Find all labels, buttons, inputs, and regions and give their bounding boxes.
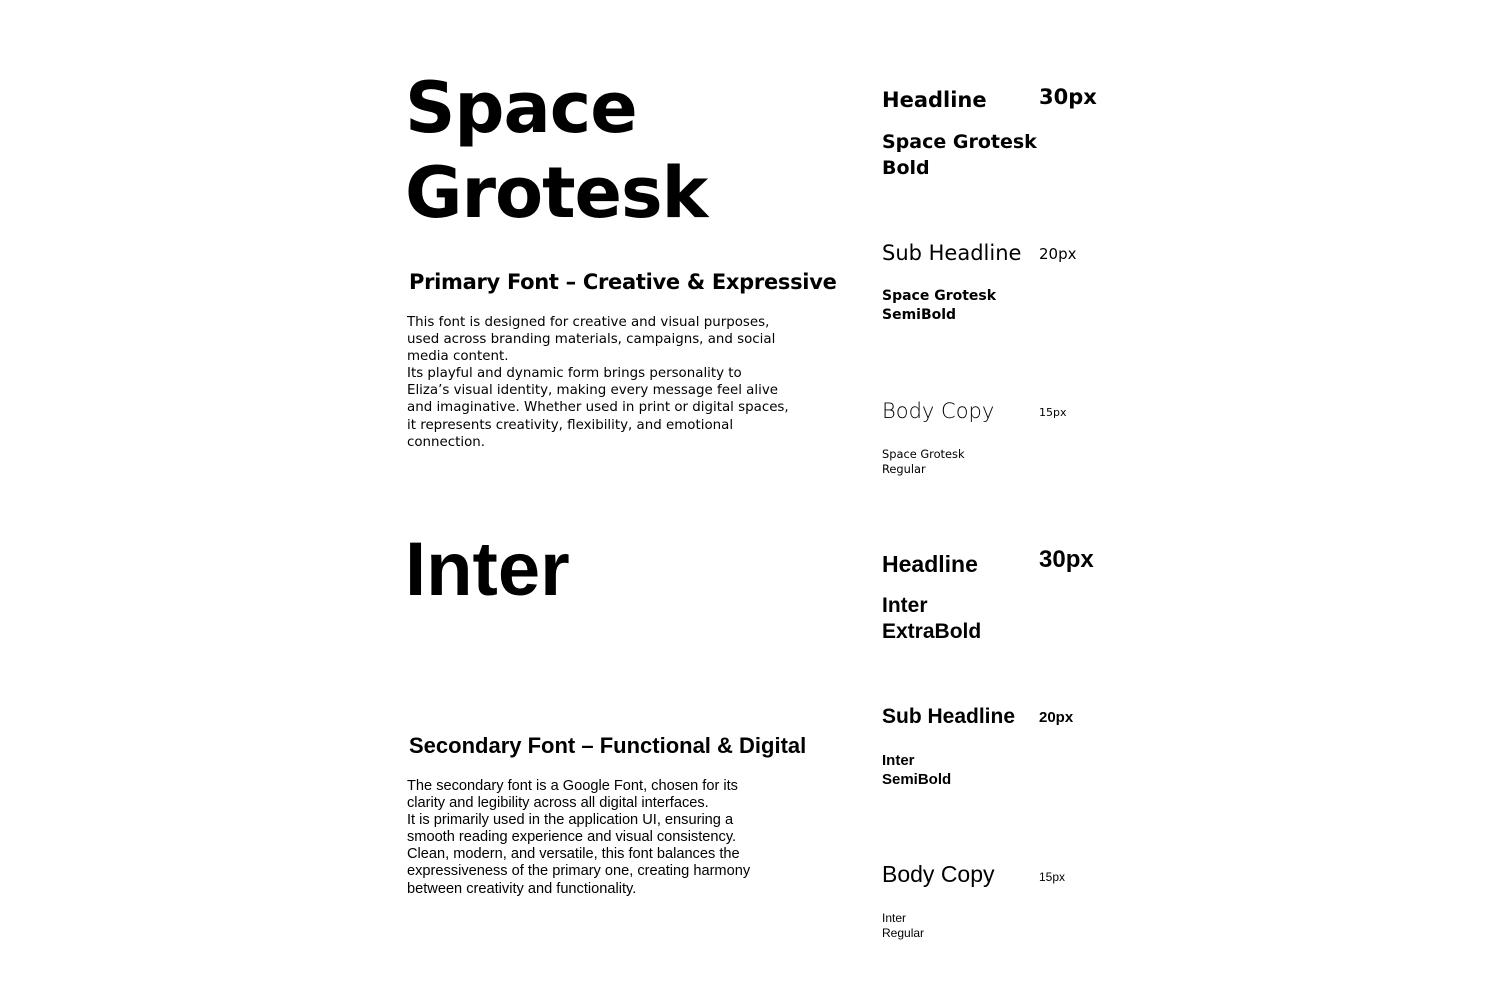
primary-font-name — [405, 66, 825, 236]
secondary-headline-label: Headline — [882, 551, 978, 577]
secondary-description-line: smooth reading experience and visual consistency. — [407, 829, 737, 846]
primary-description-line: and imaginative. Whether used in print or digital spaces, — [407, 400, 789, 416]
secondary-description-line: It is primarily used in the application UI, ensuring a — [407, 812, 734, 829]
secondary-description-line: The secondary font is a Google Font, chosen for its — [407, 778, 738, 794]
secondary-font-name: Inter — [405, 527, 570, 612]
secondary-body-copy-font-weight: Regular — [882, 926, 925, 940]
secondary-headline-font — [882, 593, 1042, 645]
secondary-body-copy-font — [882, 911, 1042, 941]
primary-headline-label: Headline — [882, 88, 987, 112]
secondary-sub-headline-size: 20px — [1039, 709, 1074, 726]
secondary-description-line: clarity and legibility across all digital interfaces. — [407, 795, 709, 812]
secondary-font-subtitle: Secondary Font – Functional & Digital — [409, 733, 807, 758]
primary-body-copy-font-family: Space Grotesk — [882, 447, 965, 461]
secondary-description-line: expressiveness of the primary one, creating harmony — [407, 863, 751, 880]
primary-font-subtitle: Primary Font – Creative & Expressive — [409, 270, 837, 294]
secondary-headline-font-family: Inter — [882, 594, 928, 617]
primary-body-copy-label: Body Copy — [882, 399, 995, 423]
primary-headline-font-weight: Bold — [882, 157, 930, 179]
primary-description-line: connection. — [407, 434, 486, 450]
primary-body-copy-font — [882, 447, 1042, 477]
primary-sub-headline-font — [882, 287, 1042, 325]
primary-sub-headline-font-weight: SemiBold — [882, 307, 957, 323]
primary-sub-headline-font-family: Space Grotesk — [882, 288, 997, 304]
secondary-sub-headline-font — [882, 751, 1042, 789]
secondary-headline-size: 30px — [1039, 546, 1094, 573]
secondary-description-line: between creativity and functionality. — [407, 880, 637, 897]
primary-sub-headline-label: Sub Headline — [882, 241, 1022, 265]
primary-description-line: media content. — [407, 349, 509, 365]
primary-headline-font — [882, 129, 1042, 181]
primary-headline-font-family: Space Grotesk — [882, 131, 1037, 153]
primary-description-line: Its playful and dynamic form brings personality to — [407, 366, 742, 382]
primary-body-copy-size: 15px — [1039, 406, 1067, 419]
primary-description-line: Eliza’s visual identity, making every message feel alive — [407, 383, 778, 399]
primary-body-copy-font-weight: Regular — [882, 462, 926, 476]
secondary-sub-headline-label: Sub Headline — [882, 705, 1016, 728]
primary-font-name-line-2: Grotesk — [405, 152, 708, 234]
secondary-body-copy-label: Body Copy — [882, 861, 995, 887]
primary-sub-headline-size: 20px — [1039, 245, 1077, 263]
secondary-description-line: Clean, modern, and versatile, this font balances the — [407, 846, 740, 863]
primary-font-description — [407, 314, 797, 451]
primary-headline-size: 30px — [1039, 85, 1097, 109]
primary-description-line: This font is designed for creative and visual purposes, — [407, 315, 770, 330]
primary-description-line: used across branding materials, campaigns, and social — [407, 332, 776, 348]
secondary-sub-headline-font-family: Inter — [882, 752, 915, 769]
primary-description-line: it represents creativity, flexibility, and emotional — [407, 417, 734, 433]
primary-font-name-line-1: Space — [405, 67, 637, 149]
secondary-body-copy-font-family: Inter — [882, 911, 907, 925]
secondary-sub-headline-font-weight: SemiBold — [882, 771, 952, 788]
secondary-font-description — [407, 778, 797, 898]
secondary-headline-font-weight: ExtraBold — [882, 620, 982, 643]
secondary-body-copy-size: 15px — [1039, 870, 1066, 884]
